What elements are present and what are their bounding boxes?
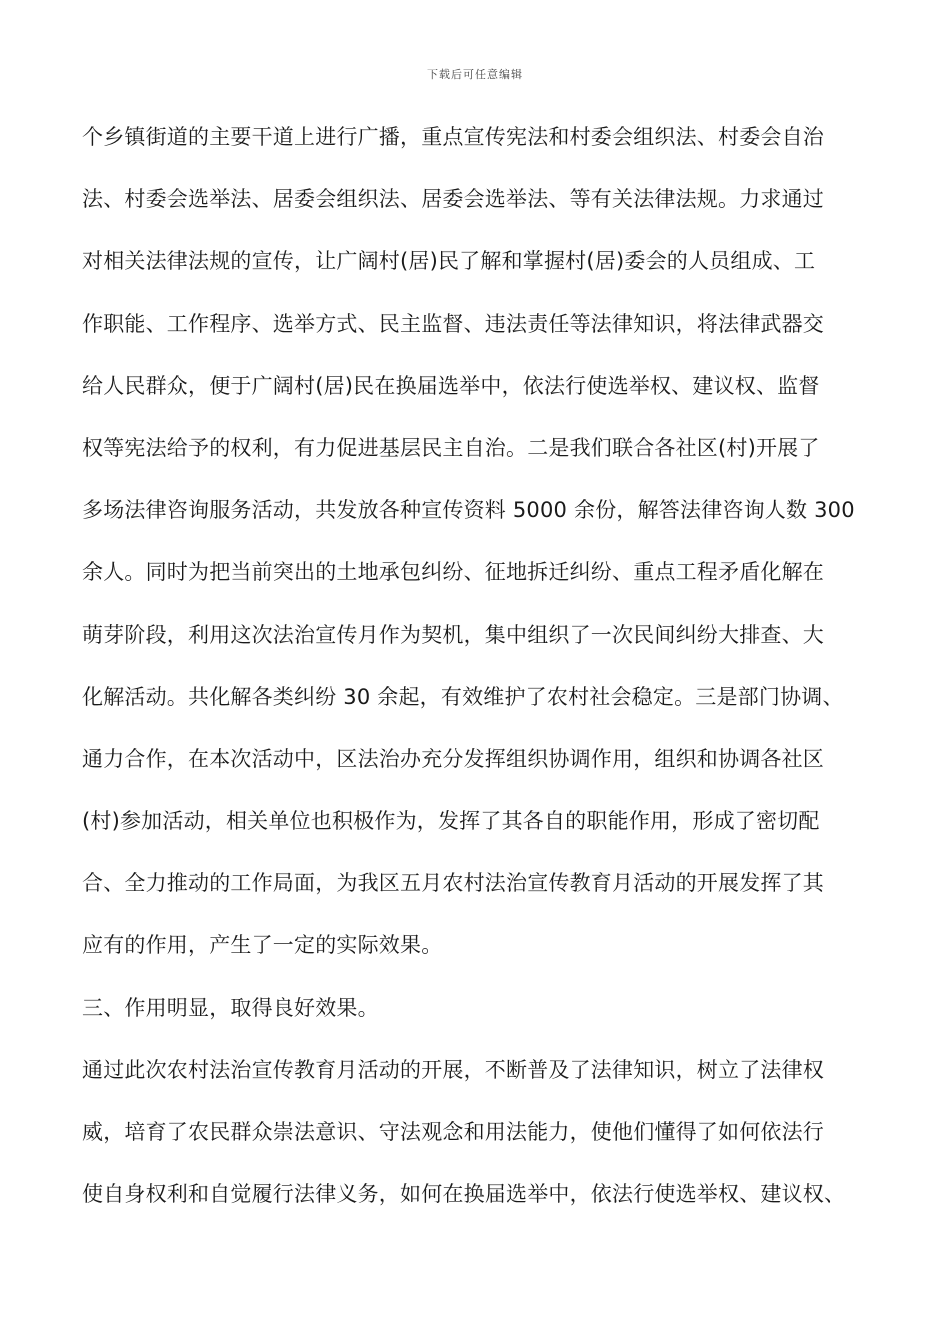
text-line: 合、全力推动的工作局面，为我区五月农村法治宣传教育月活动的开展发挥了其 [82, 871, 824, 896]
text-line: 多场法律咨询服务活动，共发放各种宣传资料 5000 余份，解答法律咨询人数 300 [82, 498, 855, 523]
text-line: 余人。同时为把当前突出的土地承包纠纷、征地拆迁纠纷、重点工程矛盾化解在 [82, 560, 824, 585]
text-line: 个乡镇街道的主要干道上进行广播，重点宣传宪法和村委会组织法、村委会自治 [82, 125, 824, 149]
text-line: 威，培育了农民群众崇法意识、守法观念和用法能力，使他们懂得了如何依法行 [82, 1120, 824, 1144]
text-line: 法、村委会选举法、居委会组织法、居委会选举法、等有关法律法规。力求通过 [82, 187, 824, 212]
text-line: 对相关法律法规的宣传，让广阔村(居)民了解和掌握村(居)委会的人员组成、工 [82, 249, 816, 274]
section-heading: 三、作用明显，取得良好效果。 [82, 995, 379, 1020]
document-body [82, 115, 882, 1234]
text-line: 通力合作，在本次活动中，区法治办充分发挥组织协调作用，组织和协调各社区 [82, 746, 824, 771]
text-line: 化解活动。共化解各类纠纷 30 余起，有效维护了农村社会稳定。三是部门协调、 [82, 684, 844, 709]
text-line: 作职能、工作程序、选举方式、民主监督、违法责任等法律知识，将法律武器交 [82, 311, 824, 336]
text-line: 给人民群众，便于广阔村(居)民在换届选举中，依法行使选举权、建议权、监督 [82, 373, 820, 398]
text-line: 应有的作用，产生了一定的实际效果。 [82, 933, 443, 958]
text-line: (村)参加活动，相关单位也积极作为，发挥了其各自的职能作用，形成了密切配 [82, 809, 820, 834]
header-note: 下载后可任意编辑 [427, 68, 523, 81]
text-line: 萌芽阶段，利用这次法治宣传月作为契机，集中组织了一次民间纠纷大排查、大 [82, 622, 824, 647]
text-line: 权等宪法给予的权利，有力促进基层民主自治。二是我们联合各社区(村)开展了 [82, 435, 820, 460]
text-line: 使自身权利和自觉履行法律义务，如何在换届选举中，依法行使选举权、建议权、 [82, 1182, 846, 1207]
text-line: 通过此次农村法治宣传教育月活动的开展，不断普及了法律知识，树立了法律权 [82, 1057, 824, 1082]
